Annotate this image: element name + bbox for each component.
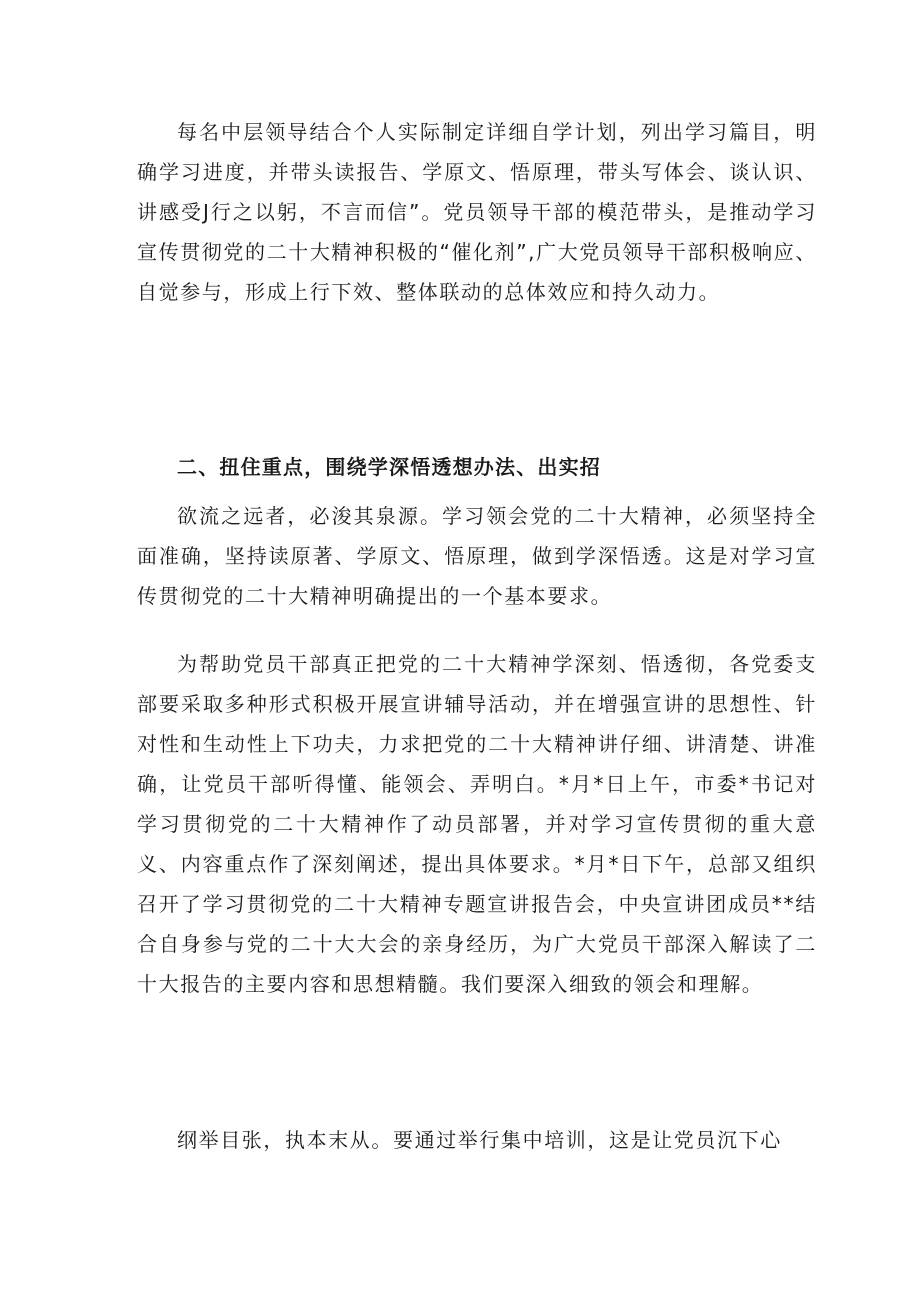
paragraph-lecture-activities: 为帮助党员干部真正把党的二十大精神学深刻、悟透彻，各党委支部要采取多种形式积极开展宣讲辅导活动，并在增强宣讲的思想性、针对性和生动性上下功夫，力求把党的二十大精神讲仔细、讲清楚、讲准确，让党员干部听得懂、能领会、弄明白。*月*日上午，市委*书记对学习贯彻党的二十大精神作了动员部署，并对学习宣传贯彻的重大意义、内容重点作了深刻阐述，提出具体要求。*月*日下午，总部又组织召开了学习贯彻党的二十大精神专题宣讲报告会，中央宣讲团成员**结合自身参与党的二十大大会的亲身经历，为广大党员干部深入解读了二十大报告的主要内容和思想精髓。我们要深入细致的领会和理解。: [137, 652, 817, 996]
section-heading-2: 二、扭住重点，围绕学深悟透想办法、出实招: [177, 455, 601, 479]
paragraph-source-of-stream: 欲流之远者，必浚其泉源。学习领会党的二十大精神，必须坚持全面准确，坚持读原著、学原文、悟原理，做到学深悟透。这是对学习宣传贯彻党的二十大精神明确提出的一个基本要求。: [137, 504, 817, 608]
paragraph-concentrated-training: 纲举目张，执本末从。要通过举行集中培训，这是让党员沉下心: [177, 1128, 782, 1152]
paragraph-leadership-study-plan: 每名中层领导结合个人实际制定详细自学计划，列出学习篇目，明确学习进度，并带头读报告、学原文、悟原理，带头写体会、谈认识、讲感受J行之以躬，不言而信”。党员领导干部的模范带头，是推动学习宣传贯彻党的二十大精神积极的“催化剂”,广大党员领导干部积极响应、自觉参与，形成上行下效、整体联动的总体效应和持久动力。: [137, 120, 817, 304]
